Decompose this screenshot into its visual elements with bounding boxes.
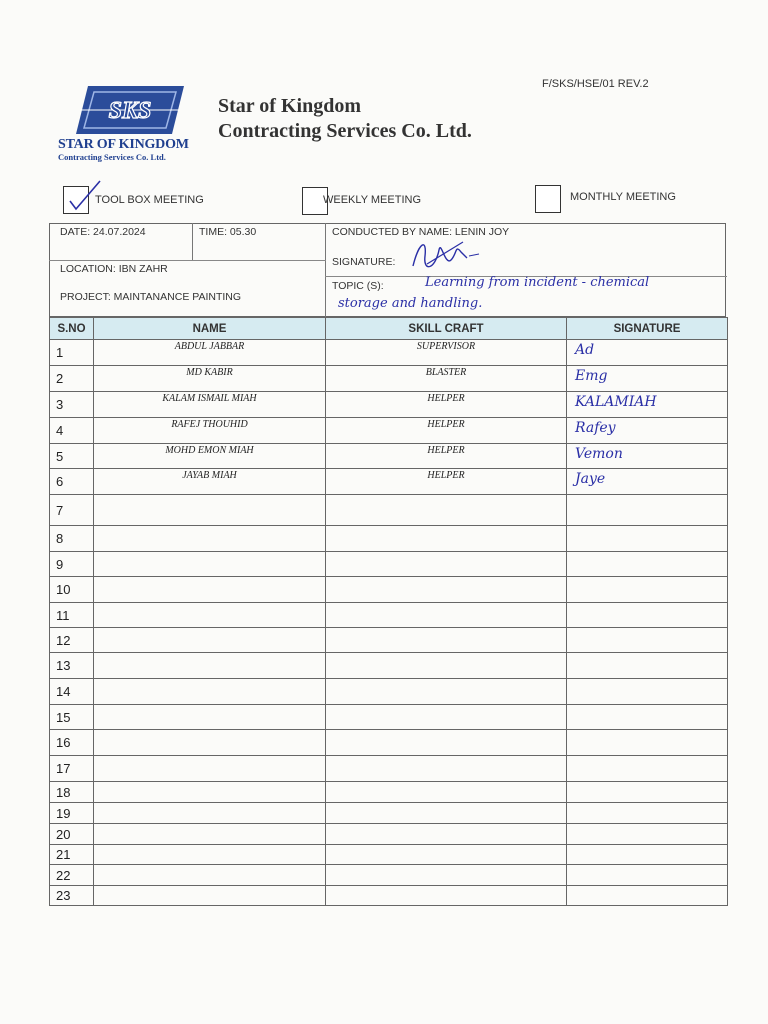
attendee-signature: [567, 782, 728, 803]
table-row: [50, 628, 728, 653]
attendee-name: [94, 679, 326, 705]
row-number: 8: [50, 526, 94, 552]
attendee-signature: [567, 469, 728, 495]
row-number: 15: [50, 705, 94, 730]
attendee-signature: [567, 603, 728, 628]
company-title: [218, 94, 472, 144]
row-number: 11: [50, 603, 94, 628]
conductor-signature-icon: [405, 236, 485, 280]
attendee-name: [94, 824, 326, 845]
skill-craft: [326, 628, 567, 653]
col-header-sno: S.NO: [50, 318, 94, 340]
skill-craft: [326, 886, 567, 906]
table-row: [50, 444, 728, 469]
skill-craft: SUPERVISOR: [326, 340, 567, 366]
attendee-signature: [567, 730, 728, 756]
project-field: PROJECT: MAINTANANCE PAINTING: [60, 291, 242, 303]
table-row: [50, 730, 728, 756]
table-row: [50, 756, 728, 782]
table-row: [50, 603, 728, 628]
attendee-signature: [567, 392, 728, 418]
table-row: [50, 803, 728, 824]
attendee-name: [94, 603, 326, 628]
attendee-signature: [567, 418, 728, 444]
row-number: 21: [50, 845, 94, 865]
row-number: 13: [50, 653, 94, 679]
skill-craft: [326, 679, 567, 705]
row-number: 17: [50, 756, 94, 782]
table-row: [50, 366, 728, 392]
handwritten-signature: Rafey: [575, 420, 616, 436]
attendee-name: MOHD EMON MIAH: [94, 444, 326, 469]
weekly-label: WEEKLY MEETING: [323, 194, 422, 206]
skill-craft: [326, 705, 567, 730]
attendee-name: [94, 653, 326, 679]
toolbox-checkbox[interactable]: [63, 186, 89, 214]
location-field: LOCATION: IBN ZAHR: [60, 263, 168, 275]
attendee-signature: [567, 552, 728, 577]
table-row: [50, 495, 728, 526]
logo-text: SKS: [108, 98, 152, 124]
attendee-signature: [567, 340, 728, 366]
attendee-signature: [567, 845, 728, 865]
skill-craft: [326, 730, 567, 756]
row-number: 20: [50, 824, 94, 845]
topic-label: TOPIC (S):: [332, 280, 384, 292]
skill-craft: [326, 824, 567, 845]
attendee-name: MD KABIR: [94, 366, 326, 392]
skill-craft: [326, 577, 567, 603]
row-number: 10: [50, 577, 94, 603]
attendee-name: [94, 628, 326, 653]
table-header-row: [50, 318, 728, 340]
table-row: [50, 418, 728, 444]
conducted-by-field: CONDUCTED BY NAME: LENIN JOY: [332, 226, 510, 238]
attendee-name: [94, 803, 326, 824]
handwritten-signature: Jaye: [575, 471, 606, 487]
attendee-name: JAYAB MIAH: [94, 469, 326, 495]
attendee-name: ABDUL JABBAR: [94, 340, 326, 366]
topic-line2: storage and handling.: [338, 296, 483, 311]
monthly-checkbox[interactable]: [535, 185, 561, 213]
attendee-signature: [567, 495, 728, 526]
table-row: [50, 886, 728, 906]
company-logo: [74, 84, 186, 136]
skill-craft: [326, 552, 567, 577]
divider: [325, 223, 326, 317]
row-number: 14: [50, 679, 94, 705]
table-row: [50, 577, 728, 603]
attendance-table: [49, 317, 728, 906]
logo-subtitle: Contracting Services Co. Ltd.: [58, 152, 166, 162]
row-number: 12: [50, 628, 94, 653]
skill-craft: [326, 782, 567, 803]
attendee-signature: [567, 628, 728, 653]
attendee-name: [94, 845, 326, 865]
skill-craft: HELPER: [326, 469, 567, 495]
attendee-signature: [567, 705, 728, 730]
attendee-name: [94, 552, 326, 577]
col-header-skill: SKILL CRAFT: [326, 318, 567, 340]
skill-craft: [326, 756, 567, 782]
attendee-name: RAFEJ THOUHID: [94, 418, 326, 444]
skill-craft: [326, 653, 567, 679]
skill-craft: [326, 865, 567, 886]
attendee-signature: [567, 679, 728, 705]
skill-craft: [326, 803, 567, 824]
form-code: F/SKS/HSE/01 REV.2: [542, 78, 649, 90]
attendee-signature: [567, 803, 728, 824]
time-field: TIME: 05.30: [199, 226, 257, 238]
signature-label: SIGNATURE:: [332, 256, 396, 268]
table-row: [50, 392, 728, 418]
handwritten-signature: Ad: [575, 342, 595, 358]
skill-craft: [326, 495, 567, 526]
row-number: 1: [50, 340, 94, 366]
attendee-name: [94, 756, 326, 782]
skill-craft: HELPER: [326, 444, 567, 469]
row-number: 9: [50, 552, 94, 577]
row-number: 22: [50, 865, 94, 886]
attendee-name: [94, 495, 326, 526]
attendee-signature: [567, 865, 728, 886]
skill-craft: [326, 526, 567, 552]
attendee-name: [94, 577, 326, 603]
attendee-name: [94, 782, 326, 803]
row-number: 3: [50, 392, 94, 418]
attendee-signature: [567, 824, 728, 845]
row-number: 19: [50, 803, 94, 824]
skill-craft: HELPER: [326, 392, 567, 418]
table-row: [50, 526, 728, 552]
attendee-name: [94, 886, 326, 906]
skill-craft: BLASTER: [326, 366, 567, 392]
row-number: 2: [50, 366, 94, 392]
row-number: 16: [50, 730, 94, 756]
attendee-signature: [567, 366, 728, 392]
col-header-name: NAME: [94, 318, 326, 340]
attendee-signature: [567, 526, 728, 552]
skill-craft: HELPER: [326, 418, 567, 444]
toolbox-label: TOOL BOX MEETING: [95, 194, 204, 206]
logo-name: STAR OF KINGDOM: [58, 137, 189, 152]
divider: [192, 223, 193, 261]
table-row: [50, 340, 728, 366]
attendee-signature: [567, 577, 728, 603]
attendee-name: [94, 526, 326, 552]
table-row: [50, 845, 728, 865]
attendee-name: [94, 865, 326, 886]
company-line1: Star of Kingdom: [218, 95, 361, 117]
row-number: 5: [50, 444, 94, 469]
logo-emblem: [74, 84, 186, 136]
handwritten-signature: Vemon: [575, 446, 623, 462]
handwritten-signature: Emg: [575, 368, 608, 384]
row-number: 23: [50, 886, 94, 906]
skill-craft: [326, 603, 567, 628]
table-row: [50, 552, 728, 577]
date-field: DATE: 24.07.2024: [60, 226, 146, 238]
attendee-name: [94, 730, 326, 756]
table-row: [50, 782, 728, 803]
divider: [49, 260, 326, 261]
attendee-name: [94, 705, 326, 730]
table-row: [50, 865, 728, 886]
table-row: [50, 824, 728, 845]
topic-line1: Learning from incident - chemical: [425, 275, 650, 290]
table-row: [50, 679, 728, 705]
attendee-signature: [567, 653, 728, 679]
attendee-signature: [567, 886, 728, 906]
row-number: 4: [50, 418, 94, 444]
attendee-signature: [567, 756, 728, 782]
row-number: 6: [50, 469, 94, 495]
col-header-signature: SIGNATURE: [567, 318, 728, 340]
attendee-name: KALAM ISMAIL MIAH: [94, 392, 326, 418]
table-row: [50, 653, 728, 679]
row-number: 18: [50, 782, 94, 803]
skill-craft: [326, 845, 567, 865]
attendee-signature: [567, 444, 728, 469]
monthly-label: MONTHLY MEETING: [570, 191, 676, 203]
table-row: [50, 705, 728, 730]
row-number: 7: [50, 495, 94, 526]
table-row: [50, 469, 728, 495]
company-line2: Contracting Services Co. Ltd.: [218, 120, 472, 142]
handwritten-signature: KALAMIAH: [575, 394, 657, 410]
attendance-rows: [50, 340, 728, 906]
